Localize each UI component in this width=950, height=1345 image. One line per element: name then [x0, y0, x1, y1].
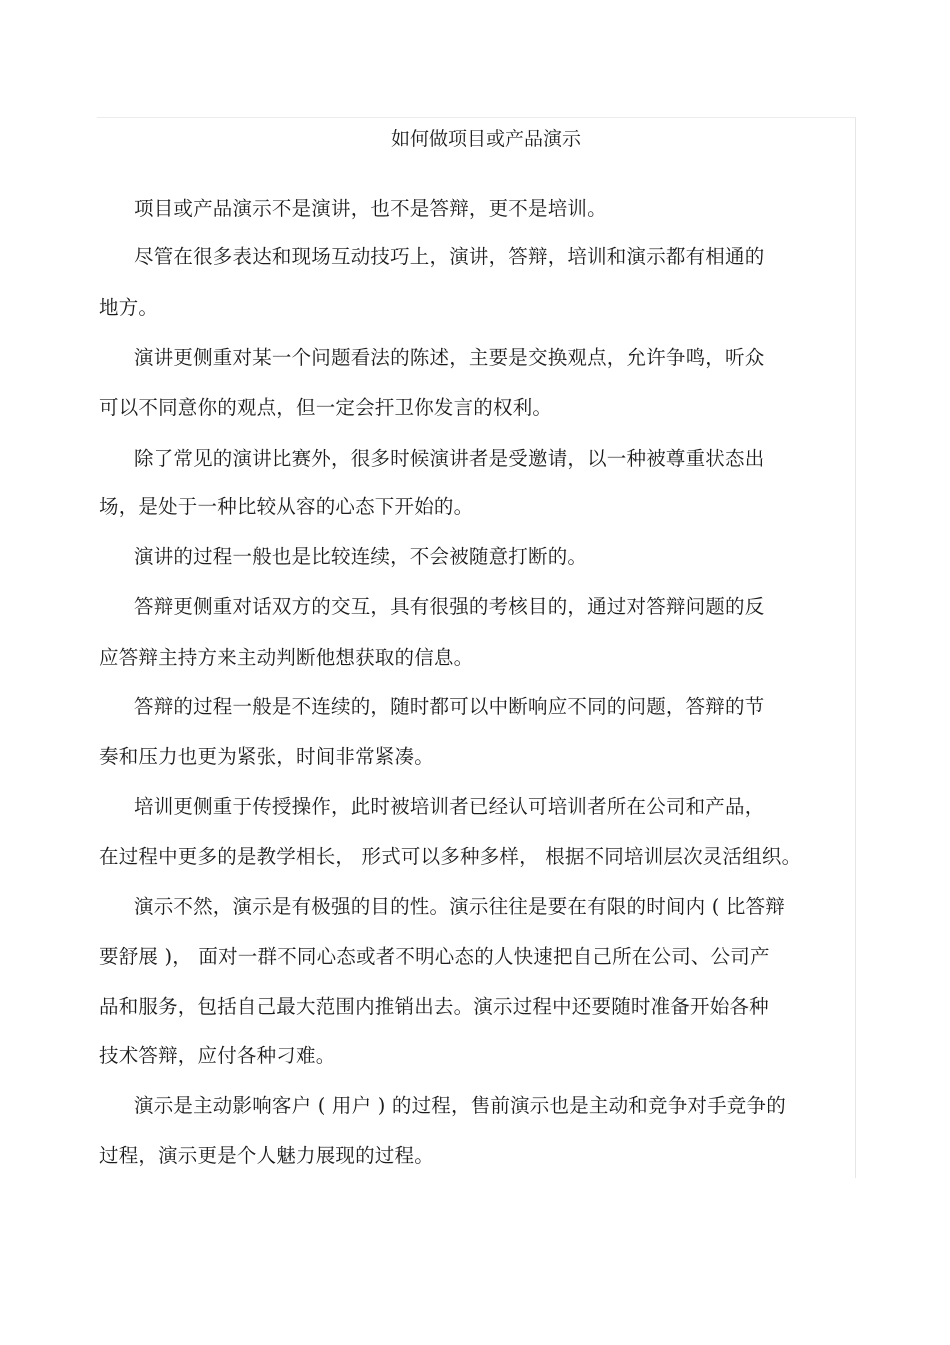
paragraph-2-line-1: 尽管在很多表达和现场互动技巧上，演讲，答辩，培训和演示都有相通的 [134, 245, 765, 268]
paragraph-2-line-2: 地方。 [99, 296, 159, 319]
paragraph-7-line-2: 奏和压力也更为紧张，时间非常紧凑。 [99, 745, 434, 768]
paragraph-6-line-1: 答辩更侧重对话双方的交互，具有很强的考核目的，通过对答辩问题的反 [134, 595, 765, 618]
paragraph-8-line-1: 培训更侧重于传授操作，此时被培训者已经认可培训者所在公司和产品， [134, 795, 765, 818]
paragraph-6-line-2: 应答辩主持方来主动判断他想获取的信息。 [99, 646, 474, 669]
paragraph-9-line-4: 技术答辩，应付各种刁难。 [99, 1044, 336, 1067]
paragraph-4-line-1: 除了常见的演讲比赛外，很多时候演讲者是受邀请，以一种被尊重状态出 [134, 447, 765, 470]
paragraph-3-line-2: 可以不同意你的观点，但一定会扞卫你发言的权利。 [99, 396, 553, 419]
paragraph-10-line-2: 过程，演示更是个人魅力展现的过程。 [99, 1144, 434, 1167]
paragraph-7-line-1: 答辩的过程一般是不连续的，随时都可以中断响应不同的问题，答辩的节 [134, 695, 765, 718]
paragraph-5-line-1: 演讲的过程一般也是比较连续，不会被随意打断的。 [134, 545, 588, 568]
paragraph-10-line-1: 演示是主动影响客户 ( 用户 ) 的过程，售前演示也是主动和竞争对手竞争的 [134, 1094, 786, 1117]
document-title: 如何做项目或产品演示 [390, 128, 581, 150]
paragraph-3-line-1: 演讲更侧重对某一个问题看法的陈述，主要是交换观点，允许争鸣，听众 [134, 346, 765, 369]
paragraph-1-line-1: 项目或产品演示不是演讲，也不是答辩，更不是培训。 [134, 197, 607, 220]
paragraph-9-line-2: 要舒展 )， 面对一群不同心态或者不明心态的人快速把自己所在公司、公司产 [99, 945, 770, 968]
paragraph-9-line-3: 品和服务，包括自己最大范围内推销出去。演示过程中还要随时准备开始各种 [99, 995, 769, 1018]
paragraph-4-line-2: 场，是处于一种比较从容的心态下开始的。 [99, 495, 474, 518]
paragraph-9-line-1: 演示不然，演示是有极强的目的性。演示往往是要在有限的时间内 ( 比答辩 [134, 895, 786, 918]
paragraph-8-line-2: 在过程中更多的是教学相长， 形式可以多种多样， 根据不同培训层次灵活组织。 [99, 845, 802, 868]
